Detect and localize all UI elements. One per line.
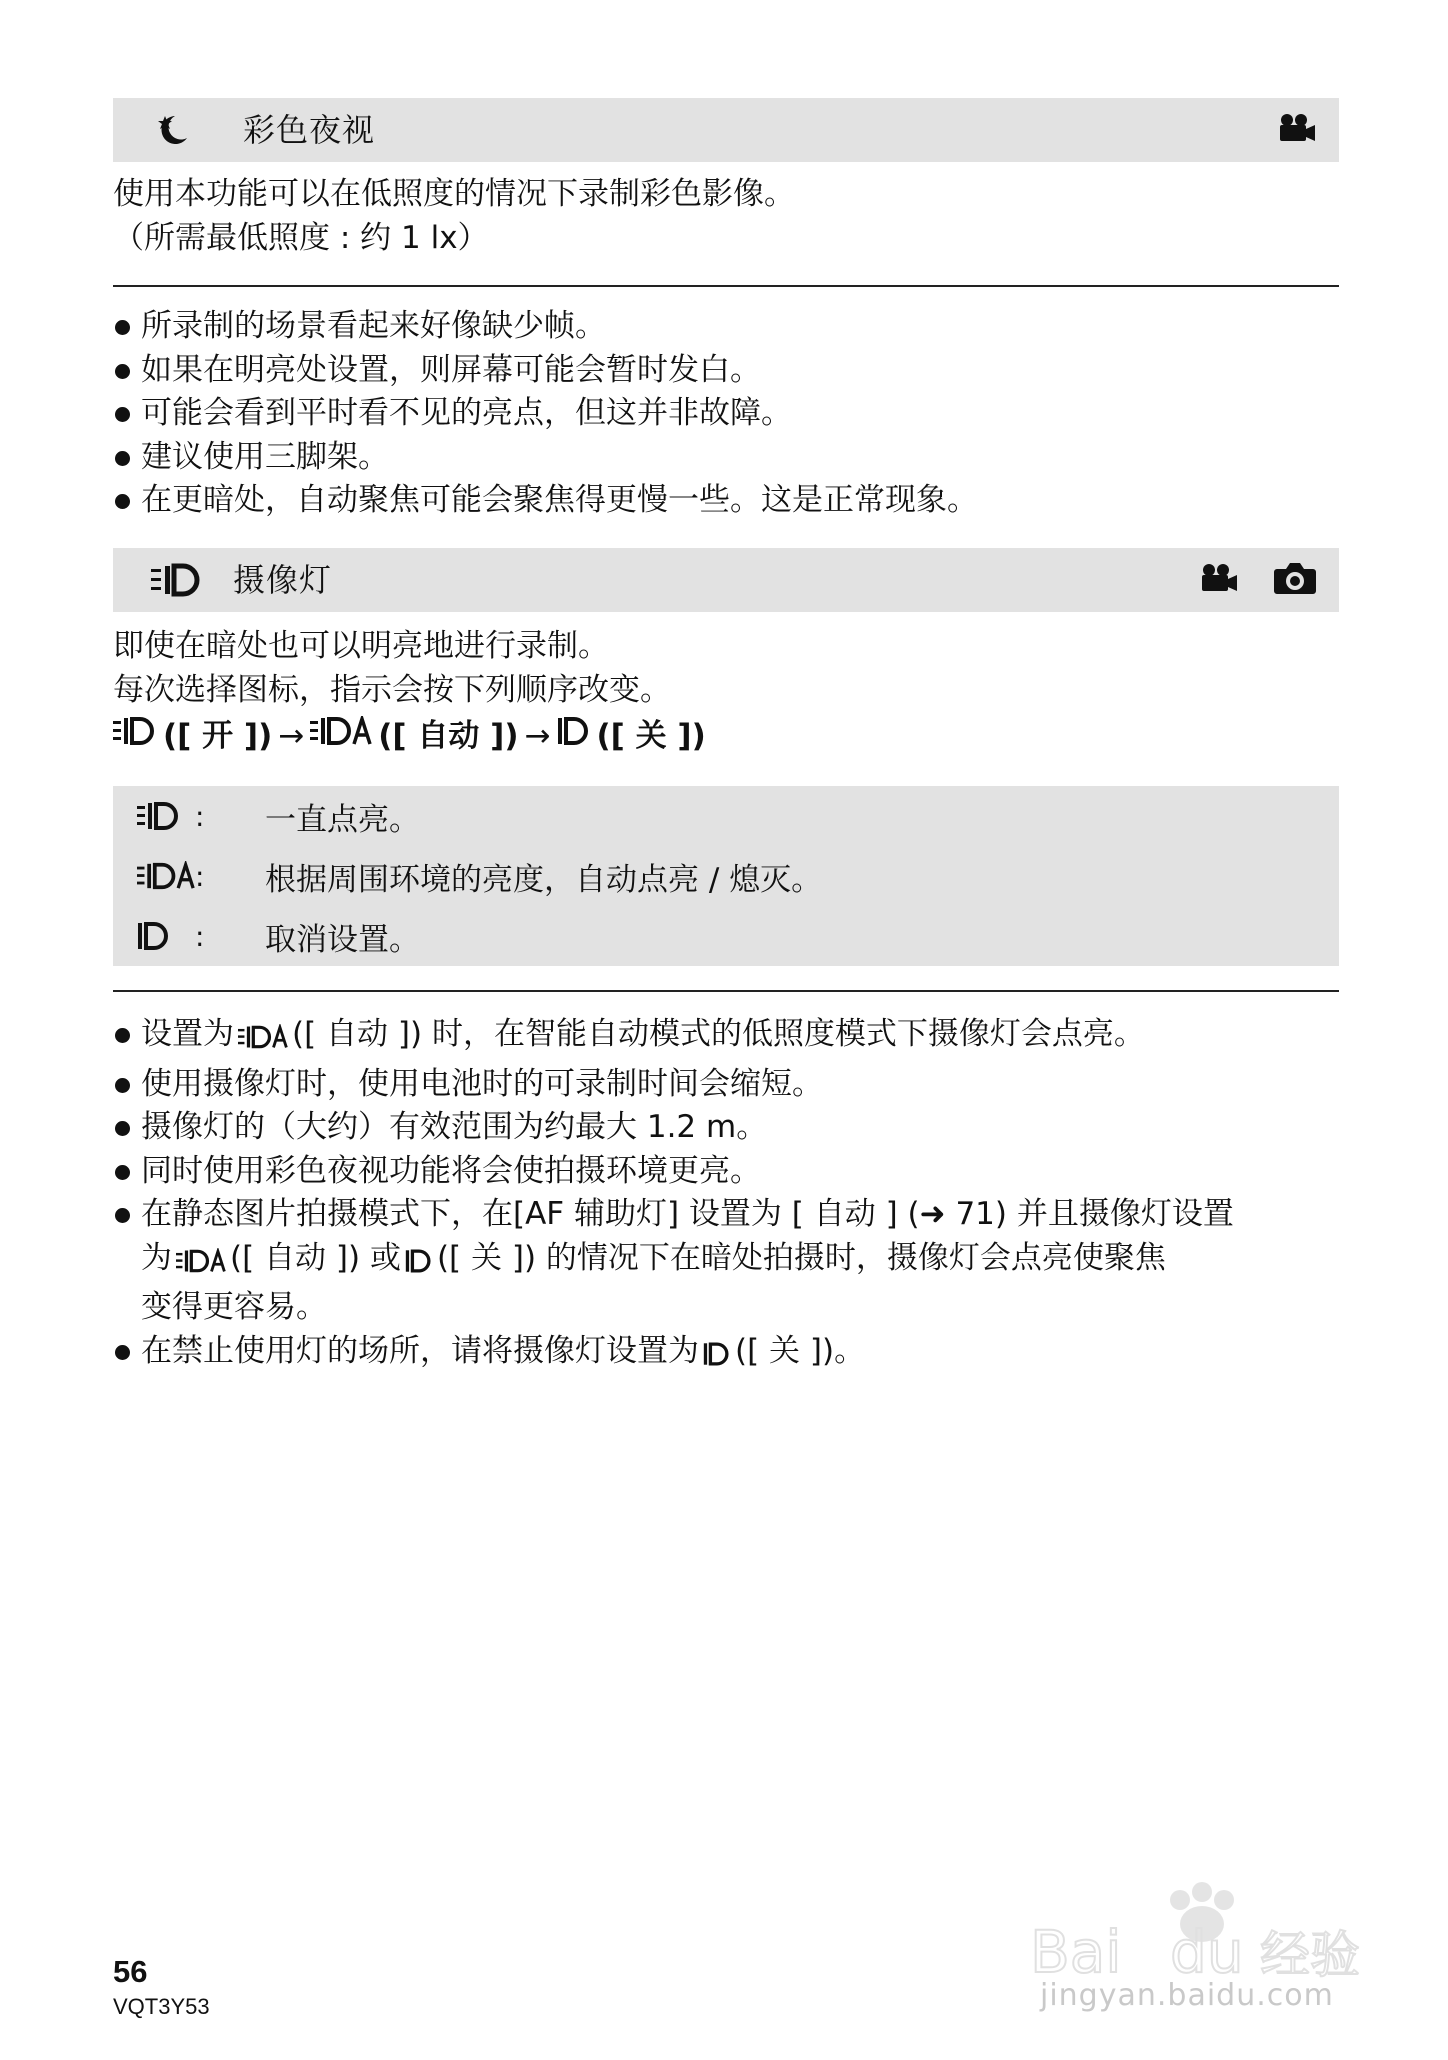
sequence-off-label: ([ 关 ]): [596, 718, 706, 754]
option-colon: :: [195, 799, 205, 833]
light-off-icon: [703, 1336, 731, 1380]
light-auto-icon: [137, 861, 195, 891]
video-light-icon: [151, 548, 201, 612]
intro-line: 使用本功能可以在低照度的情况下录制彩色影像。: [113, 176, 795, 212]
svg-text:经验: 经验: [1260, 1926, 1360, 1980]
list-item: 如果在明亮处设置，则屏幕可能会暂时发白。: [113, 349, 1343, 393]
watermark-url: jingyan.baidu.com: [1040, 1978, 1334, 2013]
video-mode-icon: [1199, 563, 1239, 597]
light-off-icon: [137, 921, 195, 951]
sequence-on-label: ([ 开 ]): [163, 718, 273, 754]
sequence-auto-label: ([ 自动 ]): [378, 718, 519, 754]
light-on-icon: [137, 801, 195, 831]
list-item: 可能会看到平时看不见的亮点，但这并非故障。: [113, 392, 1343, 436]
light-off-icon: [405, 1243, 433, 1287]
list-item: 建议使用三脚架。: [113, 436, 1343, 480]
light-off-icon: [557, 714, 591, 758]
svg-text:du: du: [1170, 1918, 1244, 1980]
light-options-box: [113, 786, 1339, 966]
light-auto-icon: [176, 1243, 226, 1287]
arrow: →: [278, 718, 305, 754]
option-row: [137, 906, 420, 966]
list-item: 在静态图片拍摄模式下，在[AF 辅助灯] 设置为 [ 自动 ] (➜ 71) 并且摄像灯设置 为 ([ 自动 ]) 或 ([ 关 ]) 的情况下在暗处拍摄时，摄像灯会点亮使聚焦 变得更容易。: [113, 1193, 1343, 1330]
model-code: VQT3Y53: [113, 1994, 210, 2019]
intro-line: （所需最低照度 : 约 1 lx）: [113, 220, 489, 256]
intro-line: 每次选择图标，指示会按下列顺序改变。: [113, 672, 671, 708]
page-number: 56: [113, 1954, 148, 1989]
section-title: 彩色夜视: [243, 111, 376, 149]
svg-text:Bai: Bai: [1030, 1918, 1122, 1980]
light-on-icon: [113, 714, 157, 758]
light-auto-icon: [238, 1019, 288, 1063]
list-item: 在更暗处，自动聚焦可能会聚焦得更慢一些。这是正常现象。: [113, 479, 1343, 523]
notes-list: [113, 1013, 1343, 1379]
list-item: 在禁止使用灯的场所，请将摄像灯设置为 ([ 关 ])。: [113, 1330, 1343, 1380]
intro-line: 即使在暗处也可以明亮地进行录制。: [113, 628, 609, 664]
arrow: →: [524, 718, 551, 754]
divider: [113, 990, 1339, 992]
list-item: 摄像灯的（大约）有效范围为约最大 1.2 m。: [113, 1106, 1343, 1150]
option-colon: :: [195, 859, 205, 893]
light-auto-icon: [310, 714, 372, 758]
video-mode-icon: [1277, 113, 1317, 147]
photo-mode-icon: [1273, 561, 1317, 599]
section-header-video-light: [113, 548, 1339, 612]
section-title: 摄像灯: [233, 561, 333, 599]
light-sequence: [113, 714, 706, 758]
baidu-watermark-logo: [1020, 1880, 1360, 2050]
mode-icons: [1277, 98, 1317, 162]
option-row: [137, 846, 822, 906]
option-description: 取消设置。: [265, 921, 420, 958]
notes-list: [113, 305, 1343, 523]
list-item: 设置为 ([ 自动 ]) 时，在智能自动模式的低照度模式下摄像灯会点亮。: [113, 1013, 1343, 1063]
list-item: 所录制的场景看起来好像缺少帧。: [113, 305, 1343, 349]
option-description: 根据周围环境的亮度，自动点亮 / 熄灭。: [265, 861, 823, 898]
mode-icons: [1199, 548, 1317, 612]
section-header-color-night-view: [113, 98, 1339, 162]
option-colon: :: [195, 919, 205, 953]
option-description: 一直点亮。: [265, 801, 420, 838]
list-item: 使用摄像灯时，使用电池时的可录制时间会缩短。: [113, 1063, 1343, 1107]
list-item: 同时使用彩色夜视功能将会使拍摄环境更亮。: [113, 1150, 1343, 1194]
divider: [113, 285, 1339, 287]
option-row: [137, 786, 420, 846]
color-night-view-icon: [151, 98, 193, 162]
